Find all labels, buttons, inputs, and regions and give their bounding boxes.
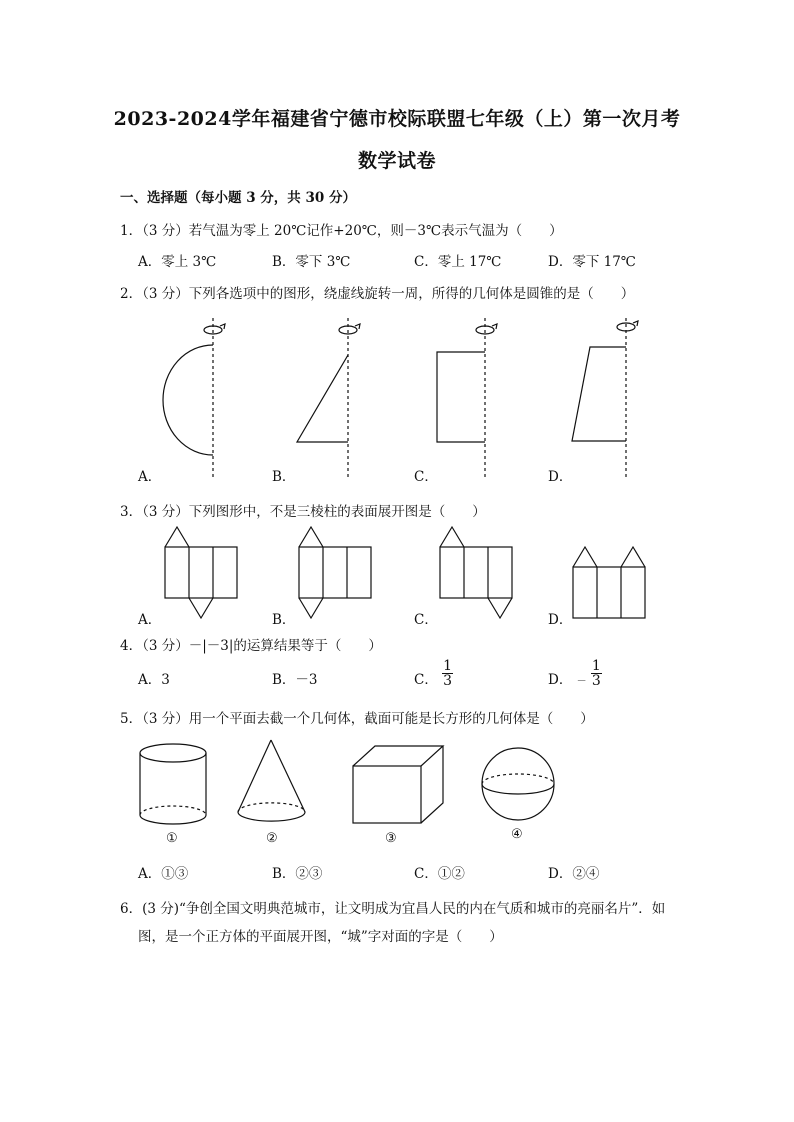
fraction-numerator: 1	[591, 658, 601, 674]
figure-label-1: ①	[166, 831, 178, 846]
section-heading: 一、选择题（每小题 3 分，共 30 分）	[120, 190, 356, 206]
q2-figure-c-rectangle	[437, 318, 497, 480]
net-top-triangle	[299, 527, 323, 547]
q3-net-d	[573, 547, 645, 618]
net-bottom-triangle	[488, 598, 512, 618]
sphere-equator-back-dashed	[482, 774, 554, 784]
q2-option-b: B．	[272, 469, 296, 485]
q1-option-c: C．零上 17℃	[414, 254, 502, 270]
fraction-numerator: 1	[443, 658, 453, 674]
q5-option-b: B．②③	[272, 866, 323, 882]
question-6-stem-line1: 6．(3 分)“争创全国文明典范城市，让文明成为宜昌人民的内在气质和城市的亮丽名片”．如	[120, 901, 666, 917]
q1-option-a: A．零上 3℃	[138, 254, 217, 270]
net-rectangles	[299, 547, 371, 598]
q2-figure-b-triangle	[297, 318, 360, 480]
cone-base-front	[238, 812, 305, 821]
net-rectangles	[573, 567, 645, 618]
q2-option-d: D．	[548, 469, 573, 485]
q4-option-c-letter: C．	[414, 672, 438, 688]
fraction-denominator: 3	[591, 673, 601, 689]
q3-net-c	[440, 527, 512, 618]
question-5-stem: 5．（3 分）用一个平面去截一个几何体，截面可能是长方形的几何体是（ ）	[120, 711, 594, 727]
q5-option-d: D．②④	[548, 866, 600, 882]
cylinder-bottom-front	[140, 815, 206, 824]
fraction-denominator: 3	[443, 673, 453, 689]
cube-front-face	[353, 766, 421, 823]
q5-sphere	[482, 748, 554, 820]
cube-top-face	[353, 746, 443, 766]
cone-side	[238, 740, 271, 812]
cone-base-back-dashed	[238, 803, 305, 812]
net-top-triangle	[573, 547, 597, 567]
q1-option-b: B．零下 3℃	[272, 254, 351, 270]
question-1-stem: 1．（3 分）若气温为零上 20℃记作+20℃，则－3℃表示气温为（ ）	[120, 223, 563, 239]
question-3-stem: 3．（3 分）下列图形中，不是三棱柱的表面展开图是（ ）	[120, 504, 486, 520]
semicircle-arc	[163, 345, 213, 455]
question-4-stem: 4．（3 分）－|－3|的运算结果等于（ ）	[120, 638, 382, 654]
q5-cube	[353, 746, 443, 823]
q3-option-c: C．	[414, 612, 438, 628]
q4-option-b: B．－3	[272, 672, 318, 688]
q3-option-b: B．	[272, 612, 296, 628]
triangle-outline	[297, 355, 348, 442]
q3-net-a	[165, 527, 237, 618]
cylinder-top-ellipse	[140, 744, 206, 762]
q1-option-d: D．零下 17℃	[548, 254, 636, 270]
sphere-outline	[482, 748, 554, 820]
q2-figure-d-trapezoid	[572, 318, 638, 480]
cube-side-face	[421, 746, 443, 823]
q2-option-a: A．	[138, 469, 162, 485]
exam-subtitle: 数学试卷	[357, 150, 436, 172]
cylinder-bottom-back-dashed	[140, 806, 206, 815]
q4-option-d-letter: D．	[548, 672, 573, 688]
q5-cylinder	[140, 744, 206, 824]
figure-label-3: ③	[385, 831, 397, 846]
q2-option-c: C．	[414, 469, 438, 485]
question-6-stem-line2: 图，是一个正方体的平面展开图，“城”字对面的字是（ ）	[138, 929, 503, 945]
net-top-triangle	[621, 547, 645, 567]
minus-sign: －	[576, 676, 587, 687]
q5-cone	[238, 740, 305, 821]
q2-figure-a-semicircle	[163, 318, 225, 480]
cone-side	[271, 740, 305, 812]
net-bottom-triangle	[299, 598, 323, 618]
exam-title: 2023-2024学年福建省宁德市校际联盟七年级（上）第一次月考	[113, 108, 681, 130]
q3-net-b	[299, 527, 371, 618]
q5-option-a: A．①③	[138, 866, 189, 882]
net-bottom-triangle	[189, 598, 213, 618]
net-rectangles	[165, 547, 237, 598]
net-top-triangle	[165, 527, 189, 547]
q3-option-a: A．	[138, 612, 162, 628]
figure-label-2: ②	[266, 831, 278, 846]
figure-label-4: ④	[511, 827, 523, 842]
q5-option-c: C．①②	[414, 866, 465, 882]
net-top-triangle	[440, 527, 464, 547]
rectangle-outline	[437, 352, 485, 442]
q4-option-a: A．3	[138, 672, 170, 688]
sphere-equator-front	[482, 784, 554, 794]
trapezoid-outline	[572, 347, 626, 441]
q3-option-d: D．	[548, 612, 573, 628]
net-rectangles	[440, 547, 512, 598]
question-2-stem: 2．（3 分）下列各选项中的图形，绕虚线旋转一周，所得的几何体是圆锥的是（ ）	[120, 286, 635, 302]
